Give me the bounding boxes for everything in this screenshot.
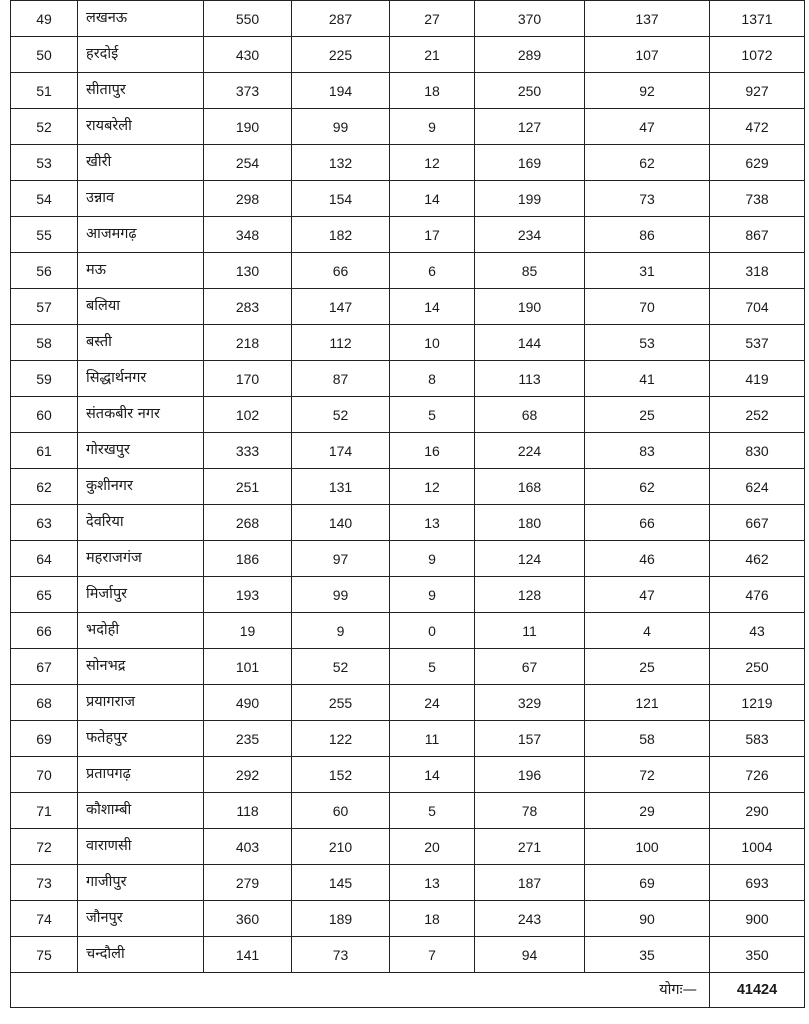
serial-number-cell: 61 xyxy=(11,433,78,469)
value-cell-col3: 14 xyxy=(390,181,475,217)
district-name-cell: बस्ती xyxy=(78,325,204,361)
row-total-cell: 867 xyxy=(710,217,805,253)
district-name-cell: खीरी xyxy=(78,145,204,181)
serial-number-cell: 67 xyxy=(11,649,78,685)
value-cell-col5: 46 xyxy=(585,541,710,577)
value-cell-col4: 144 xyxy=(475,325,585,361)
value-cell-col3: 5 xyxy=(390,793,475,829)
value-cell-col2: 140 xyxy=(292,505,390,541)
row-total-cell: 583 xyxy=(710,721,805,757)
table-row xyxy=(11,613,805,649)
table-row xyxy=(11,757,805,793)
value-cell-col1: 373 xyxy=(204,73,292,109)
serial-number-cell: 75 xyxy=(11,937,78,973)
value-cell-col3: 5 xyxy=(390,397,475,433)
total-label: योगः— xyxy=(11,973,710,1008)
value-cell-col5: 70 xyxy=(585,289,710,325)
district-name-cell: जौनपुर xyxy=(78,901,204,937)
value-cell-col4: 94 xyxy=(475,937,585,973)
value-cell-col1: 348 xyxy=(204,217,292,253)
value-cell-col5: 47 xyxy=(585,109,710,145)
value-cell-col4: 127 xyxy=(475,109,585,145)
table-row xyxy=(11,865,805,901)
value-cell-col1: 193 xyxy=(204,577,292,613)
row-total-cell: 738 xyxy=(710,181,805,217)
value-cell-col4: 113 xyxy=(475,361,585,397)
value-cell-col3: 24 xyxy=(390,685,475,721)
value-cell-col1: 279 xyxy=(204,865,292,901)
value-cell-col3: 13 xyxy=(390,865,475,901)
value-cell-col1: 550 xyxy=(204,1,292,37)
district-name-cell: गोरखपुर xyxy=(78,433,204,469)
value-cell-col2: 60 xyxy=(292,793,390,829)
grand-total: 41424 xyxy=(710,973,805,1008)
table-row xyxy=(11,37,805,73)
value-cell-col2: 189 xyxy=(292,901,390,937)
district-name-cell: लखनऊ xyxy=(78,1,204,37)
value-cell-col5: 72 xyxy=(585,757,710,793)
value-cell-col4: 78 xyxy=(475,793,585,829)
value-cell-col5: 41 xyxy=(585,361,710,397)
value-cell-col2: 131 xyxy=(292,469,390,505)
value-cell-col1: 130 xyxy=(204,253,292,289)
document-page xyxy=(10,0,804,1024)
value-cell-col4: 190 xyxy=(475,289,585,325)
district-name-cell: सीतापुर xyxy=(78,73,204,109)
value-cell-col3: 14 xyxy=(390,289,475,325)
value-cell-col1: 333 xyxy=(204,433,292,469)
district-name-cell: वाराणसी xyxy=(78,829,204,865)
value-cell-col1: 298 xyxy=(204,181,292,217)
table-row xyxy=(11,541,805,577)
value-cell-col5: 86 xyxy=(585,217,710,253)
district-name-cell: महराजगंज xyxy=(78,541,204,577)
table-row xyxy=(11,937,805,973)
table-row xyxy=(11,505,805,541)
table-row xyxy=(11,109,805,145)
serial-number-cell: 53 xyxy=(11,145,78,181)
serial-number-cell: 49 xyxy=(11,1,78,37)
row-total-cell: 350 xyxy=(710,937,805,973)
value-cell-col2: 73 xyxy=(292,937,390,973)
value-cell-col1: 235 xyxy=(204,721,292,757)
district-name-cell: देवरिया xyxy=(78,505,204,541)
table-row xyxy=(11,433,805,469)
district-name-cell: गाजीपुर xyxy=(78,865,204,901)
value-cell-col2: 99 xyxy=(292,577,390,613)
serial-number-cell: 54 xyxy=(11,181,78,217)
value-cell-col1: 19 xyxy=(204,613,292,649)
row-total-cell: 1219 xyxy=(710,685,805,721)
value-cell-col1: 141 xyxy=(204,937,292,973)
value-cell-col5: 107 xyxy=(585,37,710,73)
row-total-cell: 476 xyxy=(710,577,805,613)
district-name-cell: हरदोई xyxy=(78,37,204,73)
value-cell-col5: 73 xyxy=(585,181,710,217)
value-cell-col3: 27 xyxy=(390,1,475,37)
value-cell-col1: 102 xyxy=(204,397,292,433)
serial-number-cell: 71 xyxy=(11,793,78,829)
table-row xyxy=(11,217,805,253)
value-cell-col3: 10 xyxy=(390,325,475,361)
value-cell-col2: 97 xyxy=(292,541,390,577)
row-total-cell: 624 xyxy=(710,469,805,505)
serial-number-cell: 72 xyxy=(11,829,78,865)
serial-number-cell: 73 xyxy=(11,865,78,901)
table-row xyxy=(11,73,805,109)
value-cell-col4: 168 xyxy=(475,469,585,505)
table-row xyxy=(11,469,805,505)
row-total-cell: 830 xyxy=(710,433,805,469)
value-cell-col1: 186 xyxy=(204,541,292,577)
table-row xyxy=(11,145,805,181)
serial-number-cell: 57 xyxy=(11,289,78,325)
row-total-cell: 726 xyxy=(710,757,805,793)
value-cell-col2: 225 xyxy=(292,37,390,73)
value-cell-col5: 100 xyxy=(585,829,710,865)
value-cell-col4: 196 xyxy=(475,757,585,793)
value-cell-col4: 271 xyxy=(475,829,585,865)
value-cell-col5: 4 xyxy=(585,613,710,649)
value-cell-col5: 35 xyxy=(585,937,710,973)
table-row xyxy=(11,829,805,865)
serial-number-cell: 70 xyxy=(11,757,78,793)
serial-number-cell: 51 xyxy=(11,73,78,109)
serial-number-cell: 59 xyxy=(11,361,78,397)
row-total-cell: 900 xyxy=(710,901,805,937)
serial-number-cell: 55 xyxy=(11,217,78,253)
value-cell-col1: 218 xyxy=(204,325,292,361)
serial-number-cell: 65 xyxy=(11,577,78,613)
row-total-cell: 693 xyxy=(710,865,805,901)
value-cell-col2: 182 xyxy=(292,217,390,253)
serial-number-cell: 66 xyxy=(11,613,78,649)
value-cell-col4: 85 xyxy=(475,253,585,289)
value-cell-col3: 21 xyxy=(390,37,475,73)
value-cell-col3: 8 xyxy=(390,361,475,397)
value-cell-col2: 9 xyxy=(292,613,390,649)
district-name-cell: सोनभद्र xyxy=(78,649,204,685)
district-name-cell: सिद्धार्थनगर xyxy=(78,361,204,397)
value-cell-col1: 268 xyxy=(204,505,292,541)
row-total-cell: 927 xyxy=(710,73,805,109)
value-cell-col4: 11 xyxy=(475,613,585,649)
value-cell-col5: 121 xyxy=(585,685,710,721)
row-total-cell: 1004 xyxy=(710,829,805,865)
serial-number-cell: 50 xyxy=(11,37,78,73)
value-cell-col5: 47 xyxy=(585,577,710,613)
value-cell-col3: 9 xyxy=(390,577,475,613)
value-cell-col1: 190 xyxy=(204,109,292,145)
value-cell-col3: 12 xyxy=(390,469,475,505)
district-name-cell: कुशीनगर xyxy=(78,469,204,505)
table-row xyxy=(11,577,805,613)
value-cell-col3: 11 xyxy=(390,721,475,757)
value-cell-col1: 118 xyxy=(204,793,292,829)
value-cell-col5: 31 xyxy=(585,253,710,289)
table-row xyxy=(11,721,805,757)
value-cell-col4: 67 xyxy=(475,649,585,685)
row-total-cell: 1371 xyxy=(710,1,805,37)
value-cell-col2: 122 xyxy=(292,721,390,757)
value-cell-col4: 124 xyxy=(475,541,585,577)
value-cell-col3: 18 xyxy=(390,73,475,109)
value-cell-col2: 152 xyxy=(292,757,390,793)
value-cell-col3: 9 xyxy=(390,109,475,145)
table-row xyxy=(11,253,805,289)
value-cell-col3: 0 xyxy=(390,613,475,649)
value-cell-col3: 13 xyxy=(390,505,475,541)
value-cell-col1: 254 xyxy=(204,145,292,181)
district-name-cell: कौशाम्बी xyxy=(78,793,204,829)
value-cell-col1: 490 xyxy=(204,685,292,721)
row-total-cell: 318 xyxy=(710,253,805,289)
table-body xyxy=(11,1,805,973)
value-cell-col4: 157 xyxy=(475,721,585,757)
district-table xyxy=(10,0,805,1008)
serial-number-cell: 64 xyxy=(11,541,78,577)
row-total-cell: 472 xyxy=(710,109,805,145)
table-row xyxy=(11,649,805,685)
serial-number-cell: 63 xyxy=(11,505,78,541)
table-row xyxy=(11,325,805,361)
value-cell-col3: 5 xyxy=(390,649,475,685)
value-cell-col5: 92 xyxy=(585,73,710,109)
value-cell-col3: 20 xyxy=(390,829,475,865)
row-total-cell: 667 xyxy=(710,505,805,541)
value-cell-col1: 170 xyxy=(204,361,292,397)
serial-number-cell: 68 xyxy=(11,685,78,721)
value-cell-col5: 25 xyxy=(585,649,710,685)
table-row xyxy=(11,181,805,217)
row-total-cell: 290 xyxy=(710,793,805,829)
value-cell-col2: 52 xyxy=(292,397,390,433)
district-name-cell: चन्दौली xyxy=(78,937,204,973)
value-cell-col2: 112 xyxy=(292,325,390,361)
value-cell-col5: 25 xyxy=(585,397,710,433)
value-cell-col2: 174 xyxy=(292,433,390,469)
district-name-cell: मऊ xyxy=(78,253,204,289)
value-cell-col4: 250 xyxy=(475,73,585,109)
value-cell-col1: 430 xyxy=(204,37,292,73)
district-name-cell: उन्नाव xyxy=(78,181,204,217)
row-total-cell: 537 xyxy=(710,325,805,361)
row-total-cell: 1072 xyxy=(710,37,805,73)
value-cell-col4: 289 xyxy=(475,37,585,73)
value-cell-col5: 137 xyxy=(585,1,710,37)
value-cell-col2: 145 xyxy=(292,865,390,901)
district-name-cell: भदोही xyxy=(78,613,204,649)
value-cell-col5: 29 xyxy=(585,793,710,829)
value-cell-col2: 66 xyxy=(292,253,390,289)
value-cell-col4: 370 xyxy=(475,1,585,37)
table-row xyxy=(11,685,805,721)
value-cell-col5: 90 xyxy=(585,901,710,937)
value-cell-col4: 243 xyxy=(475,901,585,937)
value-cell-col1: 403 xyxy=(204,829,292,865)
row-total-cell: 43 xyxy=(710,613,805,649)
value-cell-col3: 16 xyxy=(390,433,475,469)
district-name-cell: संतकबीर नगर xyxy=(78,397,204,433)
value-cell-col3: 12 xyxy=(390,145,475,181)
table-row xyxy=(11,793,805,829)
value-cell-col3: 7 xyxy=(390,937,475,973)
value-cell-col2: 147 xyxy=(292,289,390,325)
value-cell-col4: 169 xyxy=(475,145,585,181)
value-cell-col1: 360 xyxy=(204,901,292,937)
value-cell-col5: 69 xyxy=(585,865,710,901)
value-cell-col2: 52 xyxy=(292,649,390,685)
row-total-cell: 462 xyxy=(710,541,805,577)
value-cell-col5: 62 xyxy=(585,469,710,505)
row-total-cell: 629 xyxy=(710,145,805,181)
value-cell-col1: 101 xyxy=(204,649,292,685)
value-cell-col3: 17 xyxy=(390,217,475,253)
value-cell-col5: 58 xyxy=(585,721,710,757)
district-name-cell: फतेहपुर xyxy=(78,721,204,757)
district-name-cell: प्रतापगढ़ xyxy=(78,757,204,793)
value-cell-col2: 287 xyxy=(292,1,390,37)
row-total-cell: 250 xyxy=(710,649,805,685)
value-cell-col4: 224 xyxy=(475,433,585,469)
value-cell-col4: 128 xyxy=(475,577,585,613)
value-cell-col2: 87 xyxy=(292,361,390,397)
value-cell-col2: 194 xyxy=(292,73,390,109)
value-cell-col2: 210 xyxy=(292,829,390,865)
serial-number-cell: 56 xyxy=(11,253,78,289)
district-name-cell: बलिया xyxy=(78,289,204,325)
value-cell-col3: 6 xyxy=(390,253,475,289)
value-cell-col4: 234 xyxy=(475,217,585,253)
value-cell-col4: 187 xyxy=(475,865,585,901)
value-cell-col5: 83 xyxy=(585,433,710,469)
serial-number-cell: 62 xyxy=(11,469,78,505)
serial-number-cell: 52 xyxy=(11,109,78,145)
value-cell-col5: 53 xyxy=(585,325,710,361)
value-cell-col4: 199 xyxy=(475,181,585,217)
table-row xyxy=(11,1,805,37)
total-row xyxy=(11,973,805,1008)
district-name-cell: आजमगढ़ xyxy=(78,217,204,253)
table-row xyxy=(11,361,805,397)
value-cell-col2: 99 xyxy=(292,109,390,145)
value-cell-col4: 68 xyxy=(475,397,585,433)
serial-number-cell: 58 xyxy=(11,325,78,361)
table-row xyxy=(11,397,805,433)
row-total-cell: 252 xyxy=(710,397,805,433)
value-cell-col2: 154 xyxy=(292,181,390,217)
value-cell-col5: 66 xyxy=(585,505,710,541)
value-cell-col2: 255 xyxy=(292,685,390,721)
value-cell-col3: 18 xyxy=(390,901,475,937)
value-cell-col2: 132 xyxy=(292,145,390,181)
serial-number-cell: 60 xyxy=(11,397,78,433)
table-row xyxy=(11,901,805,937)
value-cell-col4: 180 xyxy=(475,505,585,541)
value-cell-col1: 251 xyxy=(204,469,292,505)
district-name-cell: प्रयागराज xyxy=(78,685,204,721)
table-row xyxy=(11,289,805,325)
row-total-cell: 704 xyxy=(710,289,805,325)
value-cell-col1: 283 xyxy=(204,289,292,325)
serial-number-cell: 69 xyxy=(11,721,78,757)
value-cell-col4: 329 xyxy=(475,685,585,721)
value-cell-col5: 62 xyxy=(585,145,710,181)
value-cell-col1: 292 xyxy=(204,757,292,793)
row-total-cell: 419 xyxy=(710,361,805,397)
value-cell-col3: 9 xyxy=(390,541,475,577)
district-name-cell: मिर्जापुर xyxy=(78,577,204,613)
serial-number-cell: 74 xyxy=(11,901,78,937)
value-cell-col3: 14 xyxy=(390,757,475,793)
district-name-cell: रायबरेली xyxy=(78,109,204,145)
